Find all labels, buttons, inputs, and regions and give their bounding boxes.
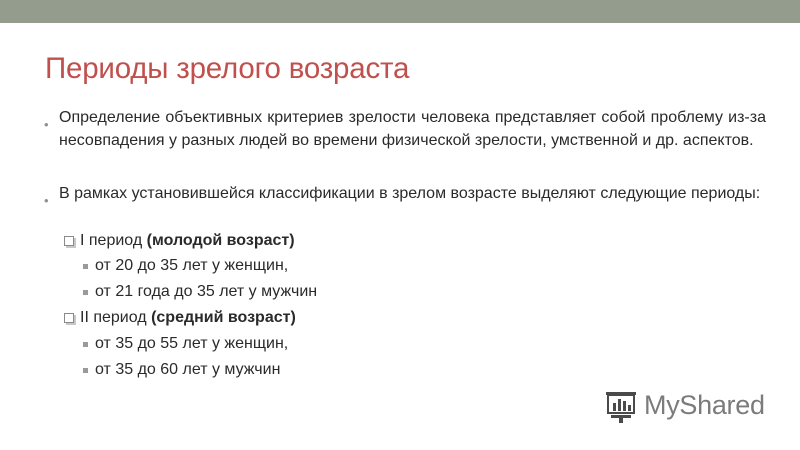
period-2-label: II период bbox=[80, 309, 152, 326]
period-1-men: от 21 года до 35 лет у мужчин bbox=[95, 283, 318, 300]
square-bullet-icon bbox=[83, 290, 88, 295]
square-bullet-icon bbox=[83, 342, 88, 347]
period-2-heading bbox=[80, 309, 296, 327]
top-accent-bar bbox=[0, 0, 800, 23]
checkbox-bullet-icon bbox=[64, 236, 74, 246]
bullet-dot: • bbox=[44, 117, 49, 132]
period-2-women: от 35 до 55 лет у женщин, bbox=[95, 335, 289, 352]
period-2-men: от 35 до 60 лет у мужчин bbox=[95, 361, 281, 378]
slide-title: Периоды зрелого возраста bbox=[45, 52, 410, 85]
watermark-text: MyShared bbox=[644, 390, 765, 420]
period-2-age-group: (средний возраст) bbox=[151, 309, 296, 326]
period-1-heading bbox=[80, 232, 295, 250]
square-bullet-icon bbox=[83, 368, 88, 373]
period-1-women: от 20 до 35 лет у женщин, bbox=[95, 257, 289, 274]
paragraph-1: Определение объективных критериев зрелости человека представляет собой проблему из-за несовпадения у разных людей во времени физической зрелости, умственной и др. аспектов. bbox=[59, 109, 766, 149]
checkbox-bullet-icon bbox=[64, 313, 74, 323]
paragraph-2: В рамках установившейся классификации в зрелом возрасте выделяют следующие периоды: bbox=[59, 185, 761, 202]
myshared-logo bbox=[604, 386, 769, 426]
period-1-label: I период bbox=[80, 232, 147, 249]
square-bullet-icon bbox=[83, 264, 88, 269]
bullet-dot: • bbox=[44, 193, 49, 208]
period-1-age-group: (молодой возраст) bbox=[146, 232, 295, 249]
presentation-screen-icon bbox=[604, 388, 638, 424]
